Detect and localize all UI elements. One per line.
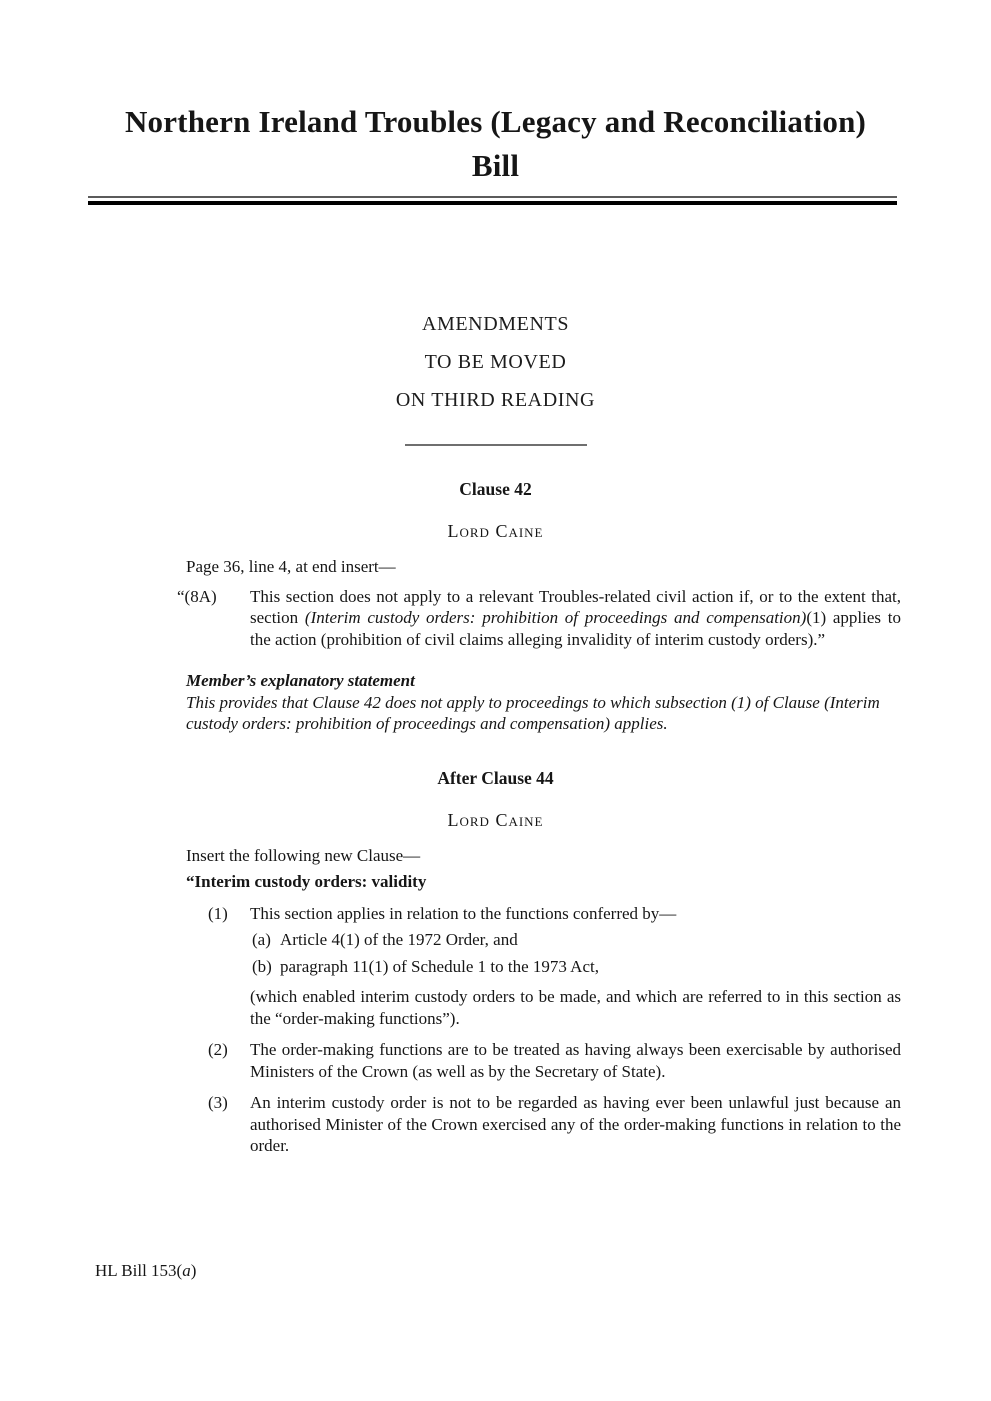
after-clause-44-mover-name: Lord Caine bbox=[447, 809, 544, 830]
amendment-paragraph-8a bbox=[177, 586, 901, 651]
bill-number-footer bbox=[95, 1261, 196, 1281]
bill-number-italic: a bbox=[182, 1261, 191, 1280]
new-clause-item-1-number: (1) bbox=[208, 903, 228, 923]
amendment-8a-text-seg3: (1) applies to the action (prohibition of civil claims alleging invalidity of interim custody orders).” bbox=[250, 608, 901, 649]
clause-42-mover-name: Lord Caine bbox=[447, 521, 544, 541]
clause-42-body bbox=[177, 556, 901, 735]
new-clause-item-1 bbox=[186, 903, 901, 925]
new-clause-item-3-number: (3) bbox=[208, 1093, 228, 1112]
front-line-amendments: AMENDMENTS bbox=[421, 313, 570, 335]
bill-title-line1: Northern Ireland Troubles (Legacy and Reconciliation) bbox=[124, 104, 867, 139]
bill-title bbox=[88, 0, 903, 188]
new-clause-item-1b-text: paragraph 11(1) of Schedule 1 to the 1973 Act, bbox=[280, 956, 599, 976]
clause-42-heading: Clause 42 bbox=[459, 479, 532, 499]
after-clause-44-heading: After Clause 44 bbox=[437, 767, 554, 788]
clause-42-instruction: Page 36, line 4, at end insert— bbox=[186, 557, 396, 576]
new-clause-item-1-text: This section applies in relation to the functions conferred by— bbox=[250, 903, 677, 923]
bill-number-post: ) bbox=[190, 1261, 197, 1280]
amendment-8a-text-seg1: This section does not apply to a relevant Troubles-related civil action if, or to the extent that, section bbox=[250, 586, 901, 627]
new-clause-item-1b bbox=[186, 956, 901, 978]
new-clause-item-3 bbox=[186, 1092, 901, 1157]
bill-number-pre: HL Bill 153( bbox=[95, 1261, 183, 1280]
explanatory-statement-heading: Member’s explanatory statement bbox=[186, 671, 415, 690]
explanatory-statement-body: This provides that Clause 42 does not apply to proceedings to which subsection (1) of Clause (Interim custody orders: prohibition of proceedings and compensation) applies. bbox=[186, 692, 880, 733]
front-matter bbox=[0, 313, 991, 411]
new-clause-item-2-number: (2) bbox=[208, 1040, 228, 1059]
title-rule bbox=[88, 196, 897, 205]
amendment-8a-text-italic: (Interim custody orders: prohibition of proceedings and compensation) bbox=[304, 608, 807, 627]
front-divider-rule bbox=[405, 444, 587, 446]
new-clause-item-2 bbox=[186, 1039, 901, 1082]
new-clause-item-1a bbox=[186, 929, 901, 951]
amendment-8a-label: “(8A) bbox=[177, 586, 217, 606]
bill-title-line2: Bill bbox=[471, 148, 520, 183]
new-clause-item-1a-text: Article 4(1) of the 1972 Order, and bbox=[280, 930, 518, 949]
new-clause-item-1-continuation: (which enabled interim custody orders to be made, and which are referred to in this section as the “order-making functions”). bbox=[250, 987, 901, 1028]
new-clause-item-1a-number: (a) bbox=[252, 930, 271, 949]
new-clause-item-3-text: An interim custody order is not to be regarded as having ever been unlawful just because an authorised Minister of the Crown exercised any of the order-making functions in relation to the order. bbox=[250, 1093, 901, 1155]
after-clause-44-body bbox=[186, 845, 901, 1157]
new-clause-item-1b-number: (b) bbox=[252, 956, 272, 976]
after-clause-44-instruction: Insert the following new Clause— bbox=[186, 845, 421, 865]
new-clause-title: “Interim custody orders: validity bbox=[186, 872, 427, 891]
front-line-to-be-moved: TO BE MOVED bbox=[424, 351, 567, 373]
front-line-on-third-reading: ON THIRD READING bbox=[395, 389, 596, 411]
new-clause-item-2-text: The order-making functions are to be treated as having always been exercisable by authorised Ministers of the Crown (as well as by the Secretary of State). bbox=[250, 1040, 901, 1081]
